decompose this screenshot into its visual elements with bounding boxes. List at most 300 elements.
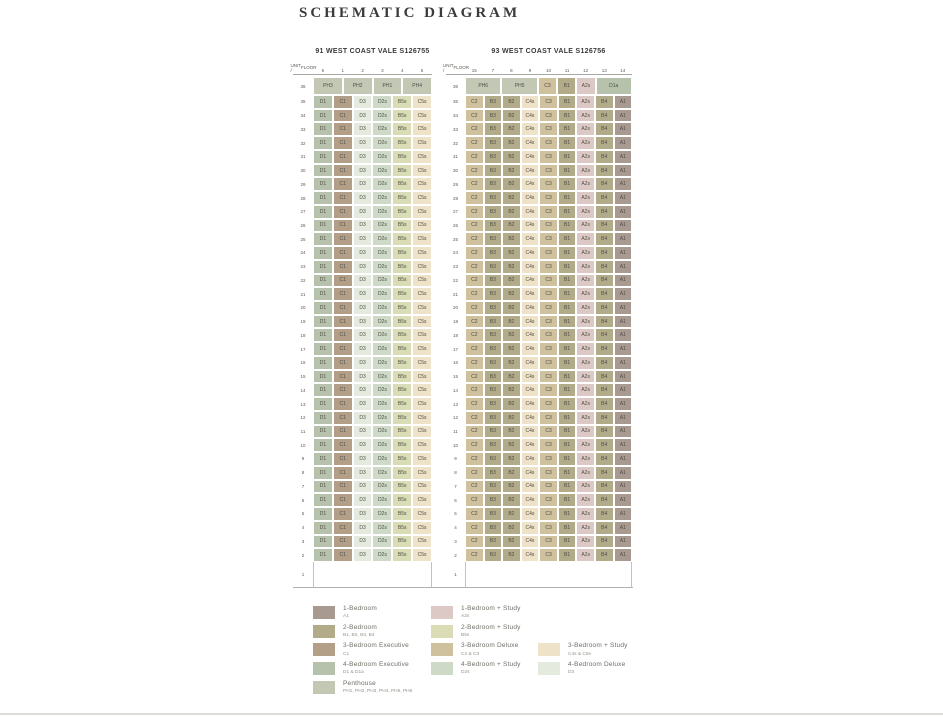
row-cells bbox=[313, 425, 432, 439]
row-cells bbox=[465, 370, 632, 384]
floor-label: 19 bbox=[300, 319, 306, 325]
floor-label: 9 bbox=[454, 456, 457, 462]
floor-label: 11 bbox=[453, 428, 458, 434]
floor-label: 13 bbox=[300, 401, 306, 407]
unit-cell: B2 bbox=[502, 205, 521, 219]
floor-row bbox=[446, 164, 632, 178]
unit-cell: A2s bbox=[576, 274, 595, 288]
row-cells bbox=[465, 383, 632, 397]
unit-cell: D1 bbox=[313, 356, 333, 370]
floor-label: 31 bbox=[300, 154, 306, 160]
unit-cell: B4 bbox=[595, 397, 614, 411]
unit-cell: D3 bbox=[353, 438, 373, 452]
unit-cell: C5s bbox=[412, 535, 432, 549]
unit-cell: A2s bbox=[576, 219, 595, 233]
floor-row bbox=[446, 507, 632, 521]
floor-row bbox=[293, 328, 432, 342]
unit-cell: C4s bbox=[521, 109, 540, 123]
unit-cell: C3 bbox=[539, 315, 558, 329]
unit-cell: D2s bbox=[372, 109, 392, 123]
unit-cell: C3 bbox=[539, 383, 558, 397]
unit-cell: C3 bbox=[539, 452, 558, 466]
unit-cell: D2s bbox=[372, 287, 392, 301]
column-number: 8 bbox=[510, 68, 513, 73]
legend-color-swatch bbox=[431, 643, 453, 656]
row-cells bbox=[465, 438, 632, 452]
floor-row bbox=[446, 383, 632, 397]
unit-cell: A1 bbox=[614, 287, 633, 301]
unit-cell: C5s bbox=[412, 109, 432, 123]
floor-label: 18 bbox=[300, 332, 306, 338]
floor-label: 10 bbox=[300, 442, 306, 448]
unit-cell: C2 bbox=[465, 411, 484, 425]
unit-cell: C5s bbox=[412, 370, 432, 384]
floor-row bbox=[446, 177, 632, 191]
unit-cell: C2 bbox=[465, 521, 484, 535]
floor-label: 16 bbox=[452, 360, 458, 366]
floor-row bbox=[446, 191, 632, 205]
unit-cell: A1 bbox=[614, 411, 633, 425]
column-number: 1 bbox=[341, 68, 344, 73]
unit-cell: B2 bbox=[502, 191, 521, 205]
unit-cell: D1 bbox=[313, 219, 333, 233]
unit-cell: C5s bbox=[412, 95, 432, 109]
unit-cell: A1 bbox=[614, 493, 633, 507]
unit-cell: B3 bbox=[484, 438, 503, 452]
unit-cell: B4 bbox=[595, 150, 614, 164]
unit-cell: PH1 bbox=[373, 77, 403, 95]
unit-cell: D3 bbox=[353, 548, 373, 562]
unit-cell: B4 bbox=[595, 507, 614, 521]
floor-label: 7 bbox=[301, 483, 305, 489]
row-cells bbox=[313, 383, 432, 397]
unit-cell: B2 bbox=[502, 232, 521, 246]
unit-cell: D3 bbox=[353, 356, 373, 370]
unit-cell: C1 bbox=[333, 301, 353, 315]
floor-label: 24 bbox=[452, 250, 458, 256]
unit-cell: A1 bbox=[614, 521, 633, 535]
floor-row bbox=[293, 452, 432, 466]
unit-cell: B5s bbox=[392, 122, 412, 136]
unit-cell: B5s bbox=[392, 397, 412, 411]
unit-cell: D3 bbox=[353, 383, 373, 397]
unit-cell: B3 bbox=[484, 260, 503, 274]
unit-cell: B5s bbox=[392, 438, 412, 452]
unit-cell: C4s bbox=[521, 425, 540, 439]
unit-cell: C1 bbox=[333, 246, 353, 260]
unit-cell: C1 bbox=[333, 122, 353, 136]
unit-cell: B2 bbox=[502, 397, 521, 411]
unit-cell: C1 bbox=[333, 150, 353, 164]
floor-row bbox=[293, 122, 432, 136]
floor-row bbox=[293, 191, 432, 205]
unit-cell: D2s bbox=[372, 507, 392, 521]
unit-cell: C5s bbox=[412, 122, 432, 136]
floor-row bbox=[446, 466, 632, 480]
legend-text bbox=[461, 662, 521, 675]
unit-cell: PH5 bbox=[501, 77, 537, 95]
legend-label: 1-Bedroom bbox=[343, 605, 377, 612]
unit-cell: B2 bbox=[502, 507, 521, 521]
legend-unit-codes: D1 & D1a bbox=[343, 670, 364, 676]
row-cells bbox=[465, 480, 632, 494]
row-cells bbox=[313, 260, 432, 274]
row-cells bbox=[465, 77, 632, 95]
unit-cell: C2 bbox=[465, 315, 484, 329]
unit-cell: PH3 bbox=[313, 77, 343, 95]
row-cells bbox=[313, 205, 432, 219]
unit-cell: D1 bbox=[313, 177, 333, 191]
unit-cell: C1 bbox=[333, 411, 353, 425]
unit-cell: B5s bbox=[392, 507, 412, 521]
unit-cell: C5s bbox=[412, 301, 432, 315]
tables-bottom-rule bbox=[293, 587, 633, 588]
unit-cell: C1 bbox=[333, 452, 353, 466]
floor-row bbox=[446, 411, 632, 425]
unit-cell: C1 bbox=[333, 397, 353, 411]
unit-cell: B5s bbox=[392, 411, 412, 425]
row-cells bbox=[313, 315, 432, 329]
floor-label: 32 bbox=[452, 140, 458, 146]
unit-cell: D2s bbox=[372, 548, 392, 562]
row-cells bbox=[465, 356, 632, 370]
floor-row bbox=[293, 370, 432, 384]
unit-cell: C5s bbox=[412, 521, 432, 535]
floor-row bbox=[293, 411, 432, 425]
unit-cell: C3 bbox=[539, 136, 558, 150]
column-number: 9 bbox=[528, 68, 532, 73]
floor-label: 15 bbox=[300, 374, 306, 380]
floor-label: 3 bbox=[454, 538, 457, 544]
unit-cell: D2s bbox=[372, 521, 392, 535]
unit-cell: A1 bbox=[614, 356, 633, 370]
unit-cell: D2s bbox=[372, 383, 392, 397]
unit-cell: C4s bbox=[521, 205, 540, 219]
unit-cell: B2 bbox=[502, 548, 521, 562]
floor-label: 25 bbox=[300, 236, 306, 242]
row-cells bbox=[313, 191, 432, 205]
unit-cell: B1 bbox=[558, 507, 577, 521]
legend-unit-codes: PH1, PH2, PH3, PH4, PH5, PH6 bbox=[343, 689, 413, 695]
floor-row bbox=[446, 452, 632, 466]
unit-cell: C2 bbox=[465, 109, 484, 123]
unit-cell: B2 bbox=[502, 287, 521, 301]
unit-cell: A1 bbox=[614, 328, 633, 342]
legend-color-swatch bbox=[313, 606, 335, 619]
unit-cell: C1 bbox=[333, 383, 353, 397]
floor-label: 24 bbox=[300, 250, 306, 256]
unit-cell: B4 bbox=[595, 260, 614, 274]
unit-cell: D1 bbox=[313, 493, 333, 507]
floor-label: 35 bbox=[300, 99, 306, 105]
unit-cell: D1 bbox=[313, 535, 333, 549]
unit-cell: B3 bbox=[484, 452, 503, 466]
unit-cell: B4 bbox=[595, 109, 614, 123]
unit-cell: B4 bbox=[595, 535, 614, 549]
unit-cell: B2 bbox=[502, 164, 521, 178]
floor-label: 2 bbox=[454, 552, 457, 558]
unit-cell: B5s bbox=[392, 535, 412, 549]
floor-rows bbox=[293, 77, 432, 587]
legend-column bbox=[538, 643, 628, 699]
unit-cell: D3 bbox=[353, 397, 373, 411]
unit-cell: D3 bbox=[353, 232, 373, 246]
unit-cell: A1 bbox=[614, 535, 633, 549]
unit-cell: D2s bbox=[372, 370, 392, 384]
floor-label: 30 bbox=[300, 168, 306, 174]
unit-cell: B1 bbox=[558, 466, 577, 480]
floor-label: 14 bbox=[300, 387, 306, 393]
unit-cell: B2 bbox=[502, 301, 521, 315]
unit-cell: D1 bbox=[313, 191, 333, 205]
unit-cell: B1 bbox=[558, 205, 577, 219]
floor-row bbox=[446, 205, 632, 219]
row-cells bbox=[465, 452, 632, 466]
floor-label: 21 bbox=[300, 291, 306, 297]
row-cells bbox=[313, 77, 432, 95]
row-cells bbox=[465, 177, 632, 191]
floor-label: 34 bbox=[300, 113, 306, 119]
unit-cell: B1 bbox=[558, 535, 577, 549]
unit-cell: B5s bbox=[392, 191, 412, 205]
unit-cell: D2s bbox=[372, 95, 392, 109]
unit-floor-label bbox=[443, 62, 469, 73]
floor-label: 17 bbox=[300, 346, 306, 352]
unit-cell: C1 bbox=[333, 466, 353, 480]
unit-cell: B3 bbox=[484, 164, 503, 178]
row-cells bbox=[313, 535, 432, 549]
unit-cell: C3 bbox=[539, 370, 558, 384]
unit-cell: C2 bbox=[465, 383, 484, 397]
tower-block bbox=[443, 48, 632, 587]
row-cells bbox=[465, 95, 632, 109]
unit-cell: C1 bbox=[333, 521, 353, 535]
floor-label: 18 bbox=[452, 332, 458, 338]
unit-cell: B1 bbox=[558, 370, 577, 384]
unit-cell: B3 bbox=[484, 411, 503, 425]
column-number: 11 bbox=[564, 68, 570, 73]
unit-cell: B1 bbox=[558, 246, 577, 260]
unit-cell: B3 bbox=[484, 219, 503, 233]
unit-cell: B2 bbox=[502, 109, 521, 123]
unit-cell: C4s bbox=[521, 452, 540, 466]
legend-color-swatch bbox=[313, 681, 335, 694]
legend-unit-codes: D3 bbox=[568, 670, 575, 676]
floor-row bbox=[446, 287, 632, 301]
unit-cell: C4s bbox=[521, 356, 540, 370]
floor-label: 25 bbox=[452, 236, 458, 242]
unit-cell: C1 bbox=[333, 548, 353, 562]
unit-cell: C3 bbox=[539, 342, 558, 356]
unit-cell: C1 bbox=[333, 438, 353, 452]
unit-cell: B2 bbox=[502, 315, 521, 329]
row-cells bbox=[465, 232, 632, 246]
unit-cell: C2 bbox=[465, 260, 484, 274]
legend-color-swatch bbox=[313, 643, 335, 656]
floor-row bbox=[293, 232, 432, 246]
row-cells bbox=[313, 438, 432, 452]
unit-cell: D2s bbox=[372, 480, 392, 494]
unit-cell: C4s bbox=[521, 328, 540, 342]
unit-cell: D2s bbox=[372, 136, 392, 150]
unit-cell: C2 bbox=[465, 95, 484, 109]
unit-cell: B1 bbox=[558, 301, 577, 315]
unit-cell: D3 bbox=[353, 493, 373, 507]
unit-cell: D3 bbox=[353, 315, 373, 329]
unit-cell: C2 bbox=[465, 136, 484, 150]
column-number: 10 bbox=[546, 68, 552, 73]
legend-color-swatch bbox=[538, 662, 560, 675]
column-number: 13 bbox=[601, 68, 607, 73]
floor-row bbox=[293, 274, 432, 288]
unit-cell: A2s bbox=[576, 452, 595, 466]
unit-cell: A2s bbox=[576, 356, 595, 370]
floor-row bbox=[446, 438, 632, 452]
unit-cell: C2 bbox=[465, 466, 484, 480]
legend-item bbox=[313, 625, 431, 638]
unit-cell: C1 bbox=[333, 425, 353, 439]
unit-cell: C5s bbox=[412, 425, 432, 439]
unit-cell: C5s bbox=[412, 205, 432, 219]
unit-cell: A1 bbox=[614, 342, 633, 356]
unit-cell: D2s bbox=[372, 493, 392, 507]
floor-row bbox=[293, 356, 432, 370]
unit-floor-label-line1: UNIT / bbox=[443, 62, 454, 73]
floor-label: 6 bbox=[454, 497, 457, 503]
floor-label: 21 bbox=[452, 291, 458, 297]
unit-cell: C3 bbox=[538, 77, 557, 95]
unit-cell: C1 bbox=[333, 535, 353, 549]
unit-cell: C4s bbox=[521, 219, 540, 233]
legend-text bbox=[343, 606, 377, 619]
unit-cell: D1 bbox=[313, 507, 333, 521]
legend-item bbox=[431, 606, 538, 619]
unit-cell: B2 bbox=[502, 177, 521, 191]
unit-cell: D1 bbox=[313, 136, 333, 150]
unit-cell: B2 bbox=[502, 452, 521, 466]
legend-item bbox=[431, 625, 538, 638]
unit-floor-label bbox=[290, 62, 317, 73]
unit-cell: B5s bbox=[392, 383, 412, 397]
unit-cell: C4s bbox=[521, 260, 540, 274]
unit-cell: D3 bbox=[353, 521, 373, 535]
unit-cell: C3 bbox=[539, 507, 558, 521]
unit-cell: D3 bbox=[353, 370, 373, 384]
floor-label: 28 bbox=[300, 195, 306, 201]
unit-cell: A1 bbox=[614, 232, 633, 246]
unit-cell: C5s bbox=[412, 328, 432, 342]
row-cells bbox=[313, 480, 432, 494]
unit-cell: C4s bbox=[521, 315, 540, 329]
row-cells bbox=[465, 205, 632, 219]
unit-cell: C5s bbox=[412, 480, 432, 494]
unit-cell: C3 bbox=[539, 177, 558, 191]
unit-cell: C2 bbox=[465, 164, 484, 178]
unit-cell: D2s bbox=[372, 274, 392, 288]
floor-row bbox=[446, 301, 632, 315]
unit-cell: B5s bbox=[392, 548, 412, 562]
unit-cell: B1 bbox=[558, 452, 577, 466]
unit-cell: D2s bbox=[372, 315, 392, 329]
unit-cell: B4 bbox=[595, 315, 614, 329]
unit-cell: D2s bbox=[372, 397, 392, 411]
column-header-row bbox=[443, 62, 632, 75]
legend-item bbox=[431, 643, 538, 656]
floor-label: 20 bbox=[452, 305, 458, 311]
unit-cell: C4s bbox=[521, 246, 540, 260]
unit-cell: B1 bbox=[558, 548, 577, 562]
unit-cell: C2 bbox=[465, 150, 484, 164]
unit-cell: C2 bbox=[465, 246, 484, 260]
unit-cell: A1 bbox=[614, 191, 633, 205]
unit-cell: B5s bbox=[392, 136, 412, 150]
unit-cell: D1 bbox=[313, 246, 333, 260]
unit-cell: B4 bbox=[595, 191, 614, 205]
unit-cell: B1 bbox=[558, 164, 577, 178]
floor-label: 6 bbox=[301, 497, 305, 503]
unit-cell: C3 bbox=[539, 328, 558, 342]
floor-label: 20 bbox=[300, 305, 306, 311]
unit-cell: D3 bbox=[353, 411, 373, 425]
floor-row bbox=[293, 246, 432, 260]
floor-row bbox=[446, 328, 632, 342]
unit-cell: D1 bbox=[313, 164, 333, 178]
unit-cell: C3 bbox=[539, 205, 558, 219]
floor-row bbox=[293, 177, 432, 191]
unit-cell: C5s bbox=[412, 438, 432, 452]
unit-cell: C1 bbox=[333, 136, 353, 150]
unit-cell: B2 bbox=[502, 466, 521, 480]
unit-cell: B5s bbox=[392, 315, 412, 329]
unit-cell: C5s bbox=[412, 246, 432, 260]
unit-cell: A2s bbox=[576, 521, 595, 535]
row-cells bbox=[313, 122, 432, 136]
unit-cell: D1 bbox=[313, 260, 333, 274]
unit-cell: A2s bbox=[576, 370, 595, 384]
row-cells bbox=[313, 136, 432, 150]
legend-label: 3-Bedroom + Study bbox=[568, 642, 628, 650]
unit-cell: C4s bbox=[521, 493, 540, 507]
unit-cell: C5s bbox=[412, 356, 432, 370]
unit-cell: A1 bbox=[614, 219, 633, 233]
row-cells bbox=[465, 425, 632, 439]
unit-cell: B1 bbox=[558, 95, 577, 109]
floor-row bbox=[293, 315, 432, 329]
unit-cell: C2 bbox=[465, 535, 484, 549]
unit-cell: C3 bbox=[539, 164, 558, 178]
unit-cell: D3 bbox=[353, 480, 373, 494]
unit-cell: B3 bbox=[484, 342, 503, 356]
unit-cell: D1 bbox=[313, 232, 333, 246]
unit-cell: B4 bbox=[595, 411, 614, 425]
unit-cell: A2s bbox=[576, 136, 595, 150]
legend-text bbox=[461, 606, 521, 619]
legend-color-swatch bbox=[431, 662, 453, 675]
unit-cell: B2 bbox=[502, 493, 521, 507]
unit-cell: A2s bbox=[576, 287, 595, 301]
unit-cell: B3 bbox=[484, 122, 503, 136]
unit-cell: A2s bbox=[576, 397, 595, 411]
unit-cell: C2 bbox=[465, 328, 484, 342]
unit-cell: B1 bbox=[558, 425, 577, 439]
floor-row bbox=[446, 219, 632, 233]
row-cells bbox=[313, 342, 432, 356]
ground-floor-row bbox=[446, 562, 632, 587]
unit-cell: A1 bbox=[614, 205, 633, 219]
unit-cell: B4 bbox=[595, 177, 614, 191]
legend-color-swatch bbox=[431, 625, 453, 638]
floor-row bbox=[446, 109, 632, 123]
